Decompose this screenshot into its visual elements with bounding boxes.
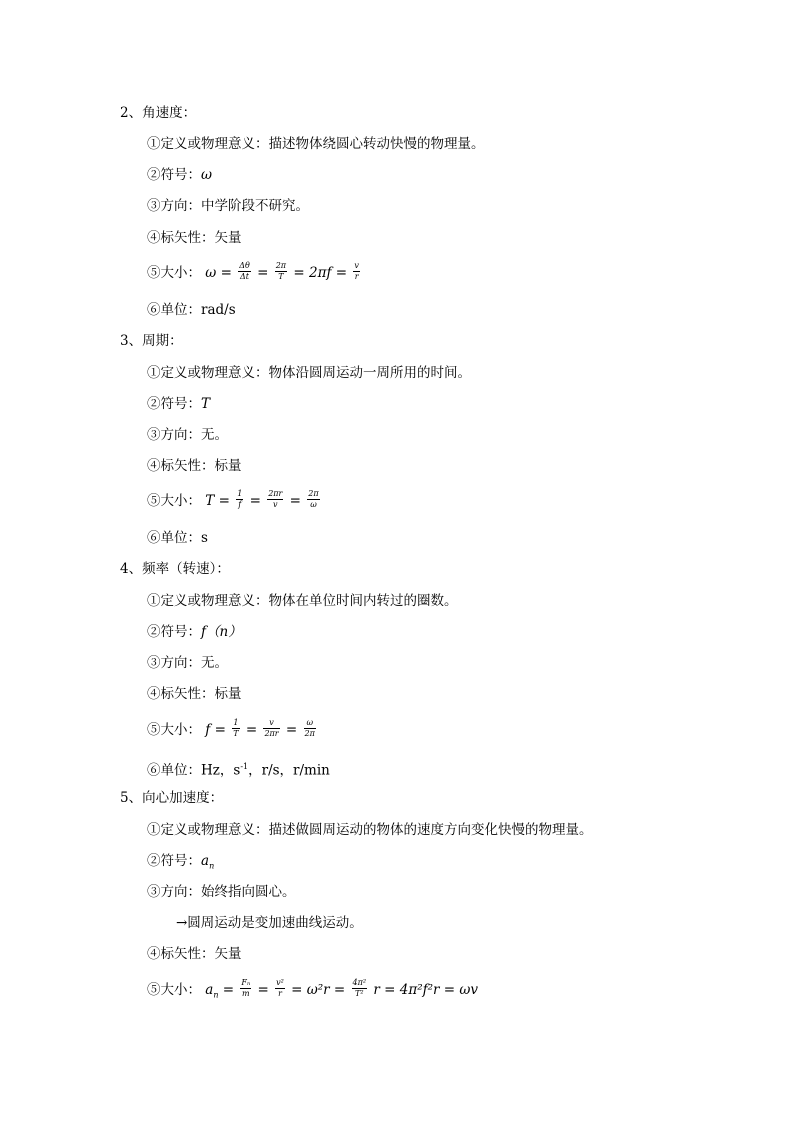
formula-lhs: T = (205, 493, 230, 509)
section-3-definition: ①定义或物理意义：物体沿圆周运动一周所用的时间。 (147, 365, 471, 381)
section-5-vector: ④标矢性：矢量 (147, 946, 242, 962)
section-4-symbol (147, 622, 242, 642)
fraction: $\frac{v}{r}$ (354, 261, 359, 281)
fraction: $\frac{\text{4π²}}{\text{T²}}$ (352, 978, 367, 998)
fraction: $\frac{2\pi}{T}$ (275, 261, 287, 281)
section-2-vector: ④标矢性：矢量 (147, 230, 242, 246)
symbol-label: ②符号： (147, 167, 201, 183)
section-5-note: →圆周运动是变加速曲线运动。 (176, 915, 363, 931)
fraction: $\frac{2\pi}{\omega}$ (308, 489, 319, 509)
section-4-title: 4、频率（转速）： (120, 561, 230, 577)
fraction: $\frac{\text{v²}}{r}$ (276, 978, 284, 998)
section-3-title: 3、周期： (120, 333, 183, 349)
magnitude-label: ⑤大小： (147, 493, 201, 509)
section-3-unit: ⑥单位：s (147, 530, 208, 546)
section-2-title: 2、角速度： (120, 105, 197, 121)
section-4-unit: ⑥单位：Hz，$s^{-1}$，r/s，r/min (147, 762, 330, 779)
section-2-direction: ③方向：中学阶段不研究。 (147, 198, 309, 214)
section-4-magnitude: ⑤大小： f = $\frac{1}{T}$ = $\frac{v}{2\pi r}$ = $\frac{\omega}{2\pi}$ (147, 718, 315, 738)
section-4-definition: ①定义或物理意义：物体在单位时间内转过的圈数。 (147, 593, 458, 609)
section-2-definition: ①定义或物理意义：描述物体绕圆心转动快慢的物理量。 (147, 136, 485, 152)
section-2-unit: ⑥单位：rad/s (147, 302, 236, 318)
magnitude-label: ⑤大小： (147, 722, 201, 738)
fraction: $\frac{\text{Fₙ}}{m}$ (241, 978, 251, 998)
symbol-value: ω (201, 167, 213, 183)
magnitude-label: ⑤大小： (147, 982, 201, 998)
symbol-value: f（n） (201, 624, 242, 640)
section-3-symbol (147, 394, 210, 414)
fraction: $\frac{1}{f}$ (237, 489, 243, 509)
fraction: $\frac{v}{2\pi r}$ (264, 718, 279, 738)
section-4-direction: ③方向：无。 (147, 655, 228, 671)
symbol-label: ②符号： (147, 396, 201, 412)
formula-lhs: f = (205, 722, 226, 738)
fraction: $\frac{\Delta\theta}{\Delta t}$ (239, 261, 250, 281)
section-5-title: 5、向心加速度： (120, 790, 224, 806)
fraction: $\frac{1}{T}$ (233, 718, 239, 738)
section-5-symbol: ②符号：$a_n$ (147, 853, 215, 871)
symbol-value: T (201, 396, 211, 412)
magnitude-label: ⑤大小： (147, 265, 201, 281)
fraction: $\frac{\omega}{2\pi}$ (304, 718, 315, 738)
section-3-vector: ④标矢性：标量 (147, 458, 242, 474)
symbol-value: a (201, 853, 210, 869)
symbol-label: ②符号： (147, 624, 201, 640)
section-2-symbol (147, 165, 212, 185)
formula-lhs: ω = (205, 265, 232, 281)
section-5-definition: ①定义或物理意义：描述做圆周运动的物体的速度方向变化快慢的物理量。 (147, 822, 593, 838)
section-5-magnitude: ⑤大小： $a_n$ = $\frac{\text{Fₙ}}{m}$ = $\frac{\text{v²}}{r}$ = ω²r = $\frac{\text{4π²}}{\text{T²}}$ r = 4π²f²r = ωv (147, 978, 479, 1000)
section-4-vector: ④标矢性：标量 (147, 686, 242, 702)
section-3-magnitude: ⑤大小： T = $\frac{1}{f}$ = $\frac{2\pi r}{v}$ = $\frac{2\pi}{\omega}$ (147, 489, 319, 509)
symbol-label: ②符号： (147, 853, 201, 869)
section-3-direction: ③方向：无。 (147, 427, 228, 443)
section-5-direction: ③方向：始终指向圆心。 (147, 884, 296, 900)
section-2-magnitude: ⑤大小： ω = $\frac{\Delta\theta}{\Delta t}$ = $\frac{2\pi}{T}$ = 2πf = $\frac{v}{r}$ (147, 261, 359, 281)
fraction: $\frac{2\pi r}{v}$ (268, 489, 283, 509)
